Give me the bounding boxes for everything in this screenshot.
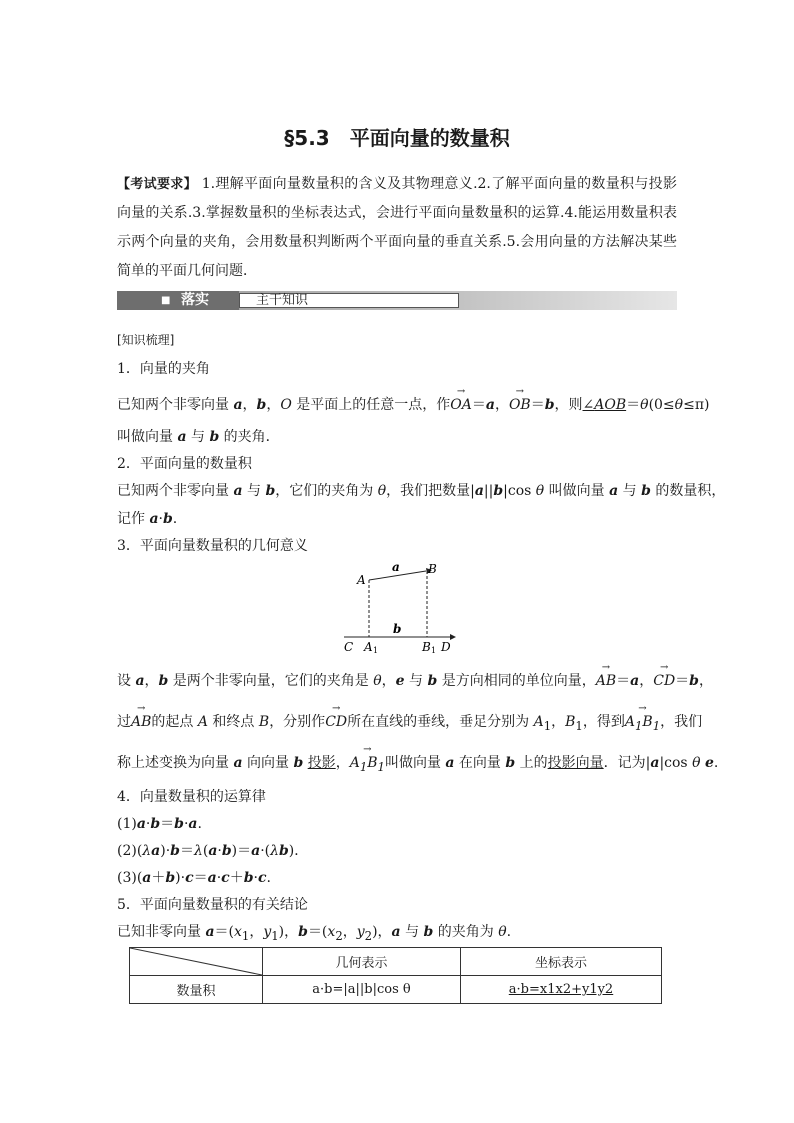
banner-light-label: 主干知识 [256,293,309,308]
projection-text-1: 设 a，b 是两个非零向量，它们的夹角是 θ，e 与 b 是方向相同的单位向量，→ AB＝a，→ CD＝b， [117,670,713,690]
table-row-label: 数量积 [130,976,263,1004]
point-d-label: D [441,640,451,654]
banner-dark-label: 落实 [181,292,209,308]
table-cell-coordinate: a·b=x1x2+y1y2 [461,976,662,1004]
law-2: (2)(λa)·b＝λ(a·b)＝a·(λb)． [117,843,309,859]
dot-product-notation: 记作 a·b. [117,511,178,527]
heading-related-conclusions: 5．平面向量数量积的有关结论 [117,897,308,913]
law-1: (1)a·b＝b·a. [117,816,202,832]
arrow-d-icon [450,634,456,640]
table-header-geometric: 几何表示 [263,948,461,976]
heading-angle: 1．向量的夹角 [117,361,210,377]
projection-diagram [338,558,458,654]
point-b-label: B [428,562,437,576]
table-row [130,976,662,1004]
knowledge-label: [知识梳理] [117,333,175,347]
banner-light [239,293,459,308]
heading-operation-laws: 4．向量数量积的运算律 [117,789,266,805]
law-3: (3)(a＋b)·c＝a·c＋b·c. [117,870,271,886]
point-a1-subscript: 1 [373,646,379,654]
vector-b-label: b [393,622,402,636]
exam-requirements-text: 1.理解平面向量数量积的含义及其物理意义.2.了解平面向量的数量积与投影向量的关系.3.掌握数量积的坐标表达式，会进行平面向量数量积的运算.4.能运用数量积表示两个向量的夹角，会用数量积判断两个平面向量的垂直关系.5.会用向量的方法解决某些简单的平面几何问题． [117,176,677,279]
diagonal-line [130,948,262,975]
exam-requirements-label: 【考试要求】 [117,177,197,192]
dot-product-definition: 已知两个非零向量 a 与 b，它们的夹角为 θ，我们把数量|a||b|cos θ 叫做向量 a 与 b 的数量积， [117,483,726,499]
angle-definition: 已知两个非零向量 a，b，O 是平面上的任意一点，作→ OA＝a，→ OB＝b，则∠AOB＝θ(0≤θ≤π) [117,394,710,414]
heading-geometric-meaning: 3．平面向量数量积的几何意义 [117,538,308,554]
projection-text-2: 过→ AB的起点 A 和终点 B，分别作→ CD所在直线的垂线，垂足分别为 $A_1$，$B_1$，得到→ $A_1B_1$，我们 [117,711,702,733]
table-corner-cell [130,948,263,976]
table-header-row [130,948,662,976]
table-header-coordinate: 坐标表示 [461,948,662,976]
exam-requirements [117,170,677,286]
page-title: §5.3 平面向量的数量积 [284,126,510,150]
heading-dot-product: 2．平面向量的数量积 [117,456,252,472]
point-a1-label: A [364,640,373,654]
point-a-label: A [357,573,366,587]
table-cell-geometric: a·b=|a||b|cos θ [263,976,461,1004]
vector-a-label: a [392,560,400,574]
point-c-label: C [344,640,354,654]
point-b1-label: B [422,640,431,654]
projection-text-3: 称上述变换为向量 a 向向量 b 投影，→ $A_1B_1$叫做向量 a 在向量 b 上的投影向量．记为|a|cos θ e. [117,752,718,774]
square-bullet-icon: ■ [161,295,171,306]
banner-dark [117,291,239,310]
point-b1-subscript: 1 [431,646,437,654]
coordinate-setup: 已知非零向量 $a=(x_1$，$y_1$)，$b=(x_2$，$y_2$)，a 与 b 的夹角为 θ. [117,924,512,943]
angle-definition-cont: 叫做向量 a 与 b 的夹角． [117,429,280,445]
results-table [129,947,662,1004]
section-banner [117,291,677,310]
